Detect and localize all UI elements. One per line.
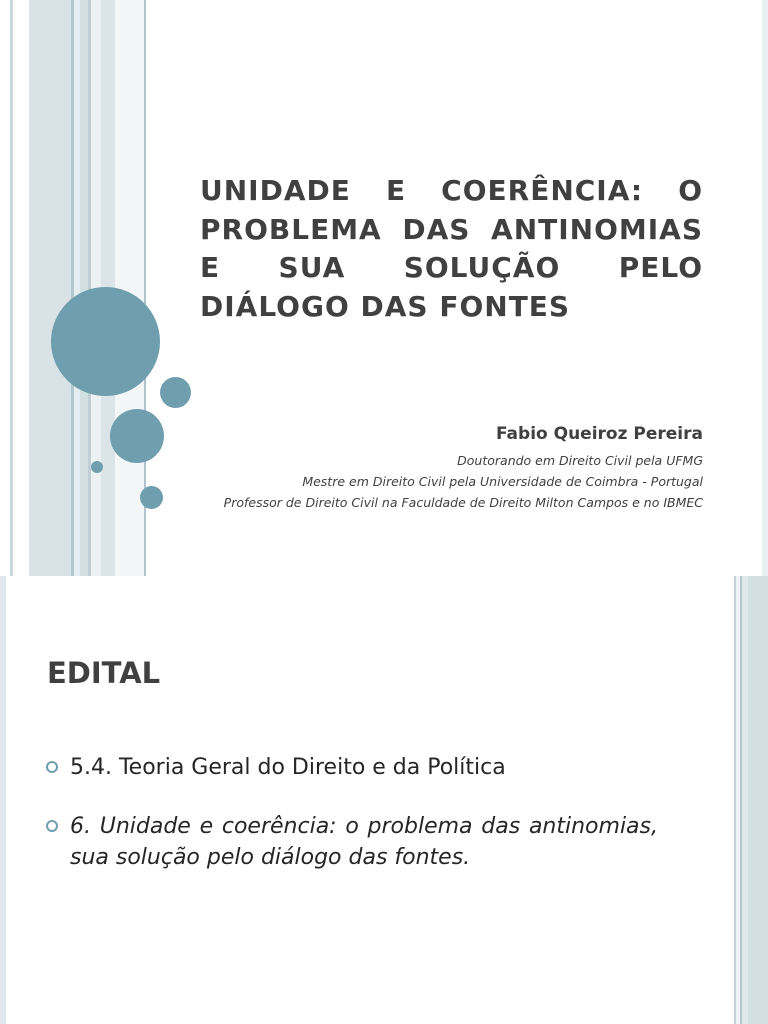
slide-title: UNIDADE E COERÊNCIA: O PROBLEMA DAS ANTINOMIAS E SUA SOLUÇÃO PELO DIÁLOGO DAS FONTES: [200, 174, 703, 323]
bullet-item: [46, 811, 658, 873]
decor-circle: [140, 486, 163, 509]
decor-stripe: [29, 0, 71, 576]
decor-stripe: [13, 0, 29, 576]
decor-stripe: [0, 0, 10, 576]
bullet-text: 6. Unidade e coerência: o problema das antinomias, sua solução pelo diálogo das fontes.: [70, 814, 658, 870]
decor-circle: [160, 377, 191, 408]
hollow-circle-bullet-icon: [46, 761, 58, 773]
credential-line: Mestre em Direito Civil pela Universidade de Coimbra - Portugal: [302, 474, 703, 489]
decor-circle: [51, 287, 160, 396]
bullet-list: [46, 752, 658, 901]
decor-circle: [110, 409, 164, 463]
decor-stripe: [748, 576, 768, 1024]
author-name: Fabio Queiroz Pereira: [495, 424, 703, 444]
credential-line: Doutorando em Direito Civil pela UFMG: [457, 453, 703, 468]
decor-stripe: [80, 0, 88, 576]
hollow-circle-bullet-icon: [46, 820, 58, 832]
decor-stripe: [0, 576, 6, 1024]
credential-line: Professor de Direito Civil na Faculdade de Direito Milton Campos e no IBMEC: [223, 495, 703, 510]
slide-title: EDITAL: [47, 656, 161, 690]
decor-stripe: [762, 0, 768, 576]
slide-2: [0, 576, 768, 1024]
bullet-item: [46, 752, 658, 783]
decor-circle: [91, 461, 103, 473]
bullet-text: 5.4. Teoria Geral do Direito e da Política: [70, 755, 506, 780]
author-block: [183, 424, 703, 513]
